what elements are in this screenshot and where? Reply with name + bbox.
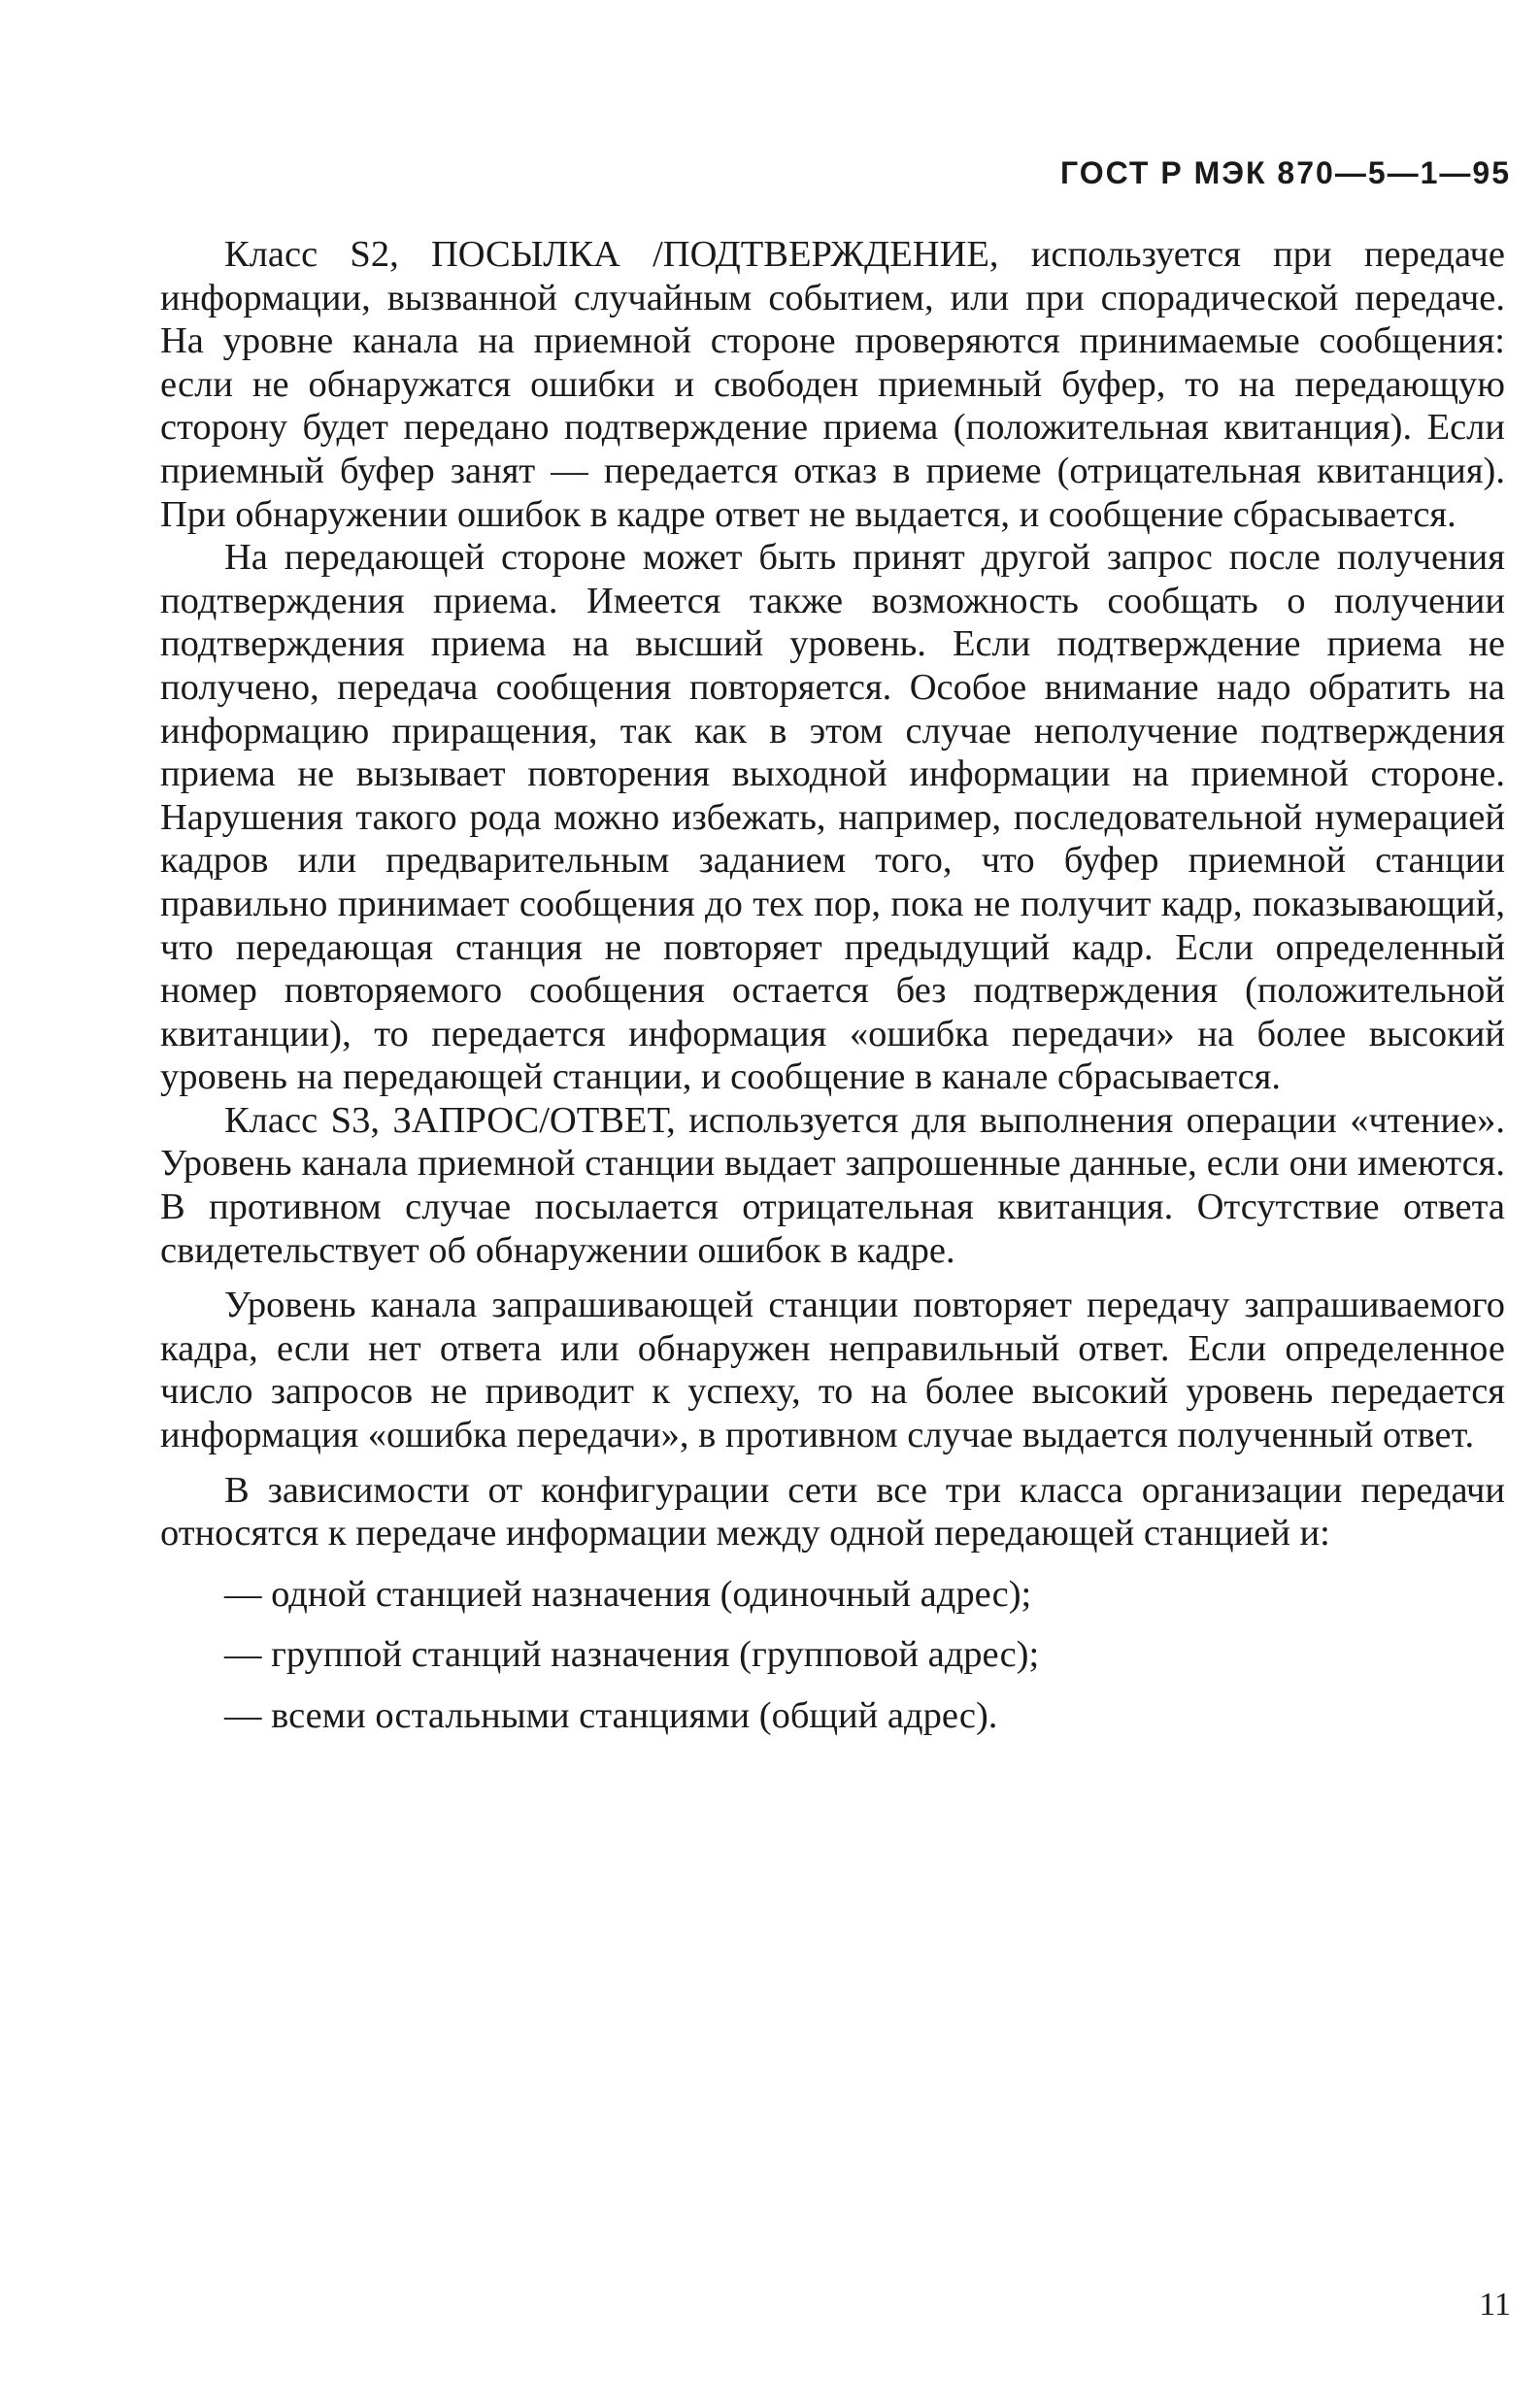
standard-header: ГОСТ Р МЭК 870—5—1—95 (1059, 155, 1511, 190)
paragraph-network-configuration: В зависимости от конфигурации сети все три класса организации передачи относятся к передаче информации между одной передающей станцией и: (160, 1469, 1505, 1555)
list-item-broadcast-address: — всеми остальными станциями (общий адрес). (224, 1695, 998, 1736)
paragraph-class-s2: Класс S2, ПОСЫЛКА /ПОДТВЕРЖДЕНИЕ, используется при передаче информации, вызванной случайным событием, или при спорадической передаче. На уровне канала на приемной стороне проверяются принимаемые сообщения: если не обнаружатся ошибки и свободен приемный буфер, то на передающую сторону будет передано подтверждение приема (положительная квитанция). Если приемный буфер занят — передается отказ в приеме (отрицательная квитанция). При обнаружении ошибок в кадре ответ не выдается, и сообщение сбрасывается. (160, 234, 1505, 535)
page-number: 11 (1479, 2287, 1511, 2323)
body-text (160, 233, 1505, 1755)
address-type-list (160, 1573, 1505, 1738)
paragraph-transmitting-side: На передающей стороне может быть принят другой запрос после получения подтверждения приема. Имеется также возможность сообщать о получении подтверждения приема на высший уровень. Если подтверждение приема не получено, передача сообщения повторяется. Особое внимание надо обратить на информацию приращения, так как в этом случае неполучение подтверждения приема не вызывает повторения выходной информации на приемной стороне. Нарушения такого рода можно избежать, например, последовательной нумерацией кадров или предварительным заданием того, что буфер приемной станции правильно принимает сообщения до тех пор, пока не получит кадр, показывающий, что передающая станция не повторяет предыдущий кадр. Если определенный номер повторяемого сообщения остается без подтверждения (положительной квитанции), то передается информация «ошибка передачи» на более высокий уровень на передающей станции, и сообщение в канале сбрасывается. (160, 537, 1505, 1098)
list-item-single-address: — одной станцией назначения (одиночный адрес); (224, 1573, 1032, 1615)
paragraph-requesting-station: Уровень канала запрашивающей станции повторяет передачу запрашиваемого кадра, если нет ответа или обнаружен неправильный ответ. Если определенное число запросов не приводит к успеху, то на более высокий уровень передается информация «ошибка передачи», в противном случае выдается полученный ответ. (160, 1285, 1505, 1456)
paragraph-class-s3: Класс S3, ЗАПРОС/ОТВЕТ, используется для выполнения операции «чтение». Уровень канала приемной станции выдает запрошенные данные, если они имеются. В противном случае посылается отрицательная квитанция. Отсутствие ответа свидетельствует об обнаружении ошибок в кадре. (160, 1099, 1505, 1271)
list-item-group-address: — группой станций назначения (групповой адрес); (224, 1634, 1040, 1676)
